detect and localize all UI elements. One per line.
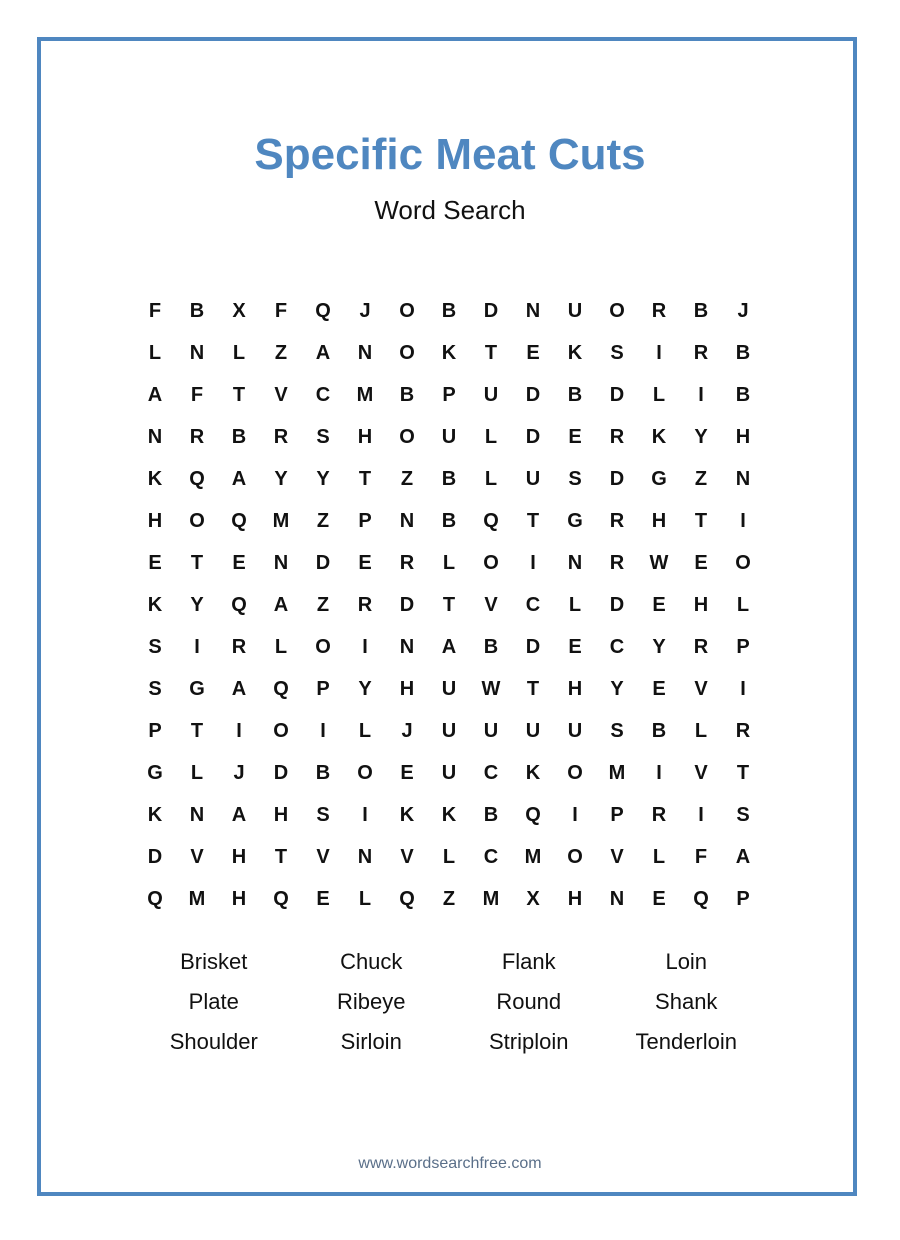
grid-letter: I [530, 551, 536, 574]
grid-letter: N [399, 509, 415, 532]
grid-letter: G [651, 467, 667, 490]
grid-letter: T [274, 845, 288, 868]
grid-letter: I [194, 635, 200, 658]
grid-letter: N [357, 341, 373, 364]
page-subtitle: Word Search [374, 195, 526, 225]
word-list-item: Brisket [180, 949, 248, 974]
grid-letter: Y [652, 635, 666, 658]
grid-letter: O [735, 551, 751, 574]
word-list-item: Striploin [489, 1029, 569, 1054]
grid-letter: Y [610, 677, 624, 700]
grid-letter: J [401, 719, 413, 742]
grid-letter: B [441, 467, 457, 490]
grid-letter: D [525, 425, 541, 448]
grid-letter: R [609, 509, 625, 532]
grid-letter: N [273, 551, 289, 574]
grid-letter: L [736, 593, 750, 616]
grid-letter: H [357, 425, 373, 448]
grid-letter: S [316, 425, 330, 448]
grid-letter: W [481, 677, 501, 700]
grid-letter: R [651, 803, 667, 826]
grid-letter: O [567, 761, 583, 784]
grid-letter: F [190, 383, 204, 406]
grid-letter: M [272, 509, 290, 532]
grid-letter: I [740, 509, 746, 532]
grid-letter: S [610, 341, 624, 364]
grid-letter: S [568, 467, 582, 490]
word-list-item: Sirloin [340, 1029, 402, 1054]
grid-letter: L [652, 383, 666, 406]
letter-grid [134, 290, 764, 920]
grid-letter: I [320, 719, 326, 742]
grid-letter: O [273, 719, 289, 742]
grid-letter: H [567, 887, 583, 910]
word-list-item: Flank [501, 949, 556, 974]
grid-letter: Z [400, 467, 414, 490]
grid-letter: P [736, 887, 750, 910]
grid-letter: K [147, 467, 163, 490]
grid-letter: K [441, 341, 457, 364]
grid-letter: E [568, 425, 582, 448]
grid-letter: N [189, 803, 205, 826]
grid-letter: Q [231, 593, 247, 616]
grid-letter: C [315, 383, 331, 406]
grid-letter: O [357, 761, 373, 784]
grid-letter: Q [693, 887, 709, 910]
grid-letter: R [609, 551, 625, 574]
grid-letter: R [273, 425, 289, 448]
grid-letter: S [148, 635, 162, 658]
grid-letter: K [147, 593, 163, 616]
grid-letter: B [231, 425, 247, 448]
grid-letter: L [484, 425, 498, 448]
grid-letter: Q [399, 887, 415, 910]
grid-letter: E [694, 551, 708, 574]
grid-letter: Q [525, 803, 541, 826]
grid-letter: Y [358, 677, 372, 700]
grid-letter: H [231, 845, 247, 868]
grid-letter: L [190, 761, 204, 784]
grid-letter: J [233, 761, 245, 784]
grid-letter: I [362, 635, 368, 658]
grid-letter: E [526, 341, 540, 364]
grid-letter: B [651, 719, 667, 742]
grid-letter: L [694, 719, 708, 742]
grid-letter: C [483, 845, 499, 868]
grid-letter: T [190, 719, 204, 742]
grid-letter: K [147, 803, 163, 826]
grid-letter: Y [316, 467, 330, 490]
grid-letter: G [567, 509, 583, 532]
grid-letter: V [190, 845, 204, 868]
grid-letter: N [399, 635, 415, 658]
grid-letter: U [483, 719, 499, 742]
grid-letter: T [526, 677, 540, 700]
grid-letter: T [694, 509, 708, 532]
grid-letter: L [652, 845, 666, 868]
grid-letter: T [358, 467, 372, 490]
grid-letter: B [483, 635, 499, 658]
grid-letter: L [484, 467, 498, 490]
grid-letter: N [357, 845, 373, 868]
grid-letter: K [441, 803, 457, 826]
grid-letter: Y [694, 425, 708, 448]
grid-letter: Q [315, 299, 331, 322]
grid-letter: D [399, 593, 415, 616]
grid-letter: D [315, 551, 331, 574]
grid-letter: P [148, 719, 162, 742]
grid-letter: R [609, 425, 625, 448]
grid-letter: A [147, 383, 163, 406]
grid-letter: D [525, 383, 541, 406]
grid-letter: L [442, 551, 456, 574]
grid-letter: S [316, 803, 330, 826]
grid-letter: J [359, 299, 371, 322]
grid-letter: O [483, 551, 499, 574]
grid-letter: K [567, 341, 583, 364]
grid-letter: U [525, 467, 541, 490]
grid-letter: F [148, 299, 162, 322]
grid-letter: H [231, 887, 247, 910]
word-list-item: Round [496, 989, 562, 1014]
grid-letter: O [399, 425, 415, 448]
grid-letter: E [232, 551, 246, 574]
grid-letter: D [609, 593, 625, 616]
grid-letter: T [484, 341, 498, 364]
grid-letter: E [652, 887, 666, 910]
grid-letter: U [525, 719, 541, 742]
grid-letter: U [441, 761, 457, 784]
grid-letter: Q [273, 677, 289, 700]
grid-letter: B [441, 509, 457, 532]
grid-letter: U [441, 677, 457, 700]
word-list-item: Chuck [340, 949, 403, 974]
grid-letter: I [740, 677, 746, 700]
grid-letter: U [483, 383, 499, 406]
grid-letter: B [567, 383, 583, 406]
grid-letter: T [442, 593, 456, 616]
grid-letter: M [608, 761, 626, 784]
grid-letter: A [441, 635, 457, 658]
grid-letter: W [649, 551, 669, 574]
grid-letter: I [236, 719, 242, 742]
grid-letter: H [567, 677, 583, 700]
grid-letter: L [232, 341, 246, 364]
grid-letter: R [357, 593, 373, 616]
grid-letter: D [483, 299, 499, 322]
grid-letter: E [652, 677, 666, 700]
grid-letter: N [735, 467, 751, 490]
grid-letter: L [358, 719, 372, 742]
grid-letter: R [693, 635, 709, 658]
grid-letter: B [735, 383, 751, 406]
grid-letter: H [147, 509, 163, 532]
grid-letter: Y [190, 593, 204, 616]
grid-letter: C [483, 761, 499, 784]
grid-letter: O [399, 341, 415, 364]
grid-letter: D [147, 845, 163, 868]
grid-letter: Q [189, 467, 205, 490]
grid-letter: B [315, 761, 331, 784]
grid-letter: B [399, 383, 415, 406]
grid-letter: Y [274, 467, 288, 490]
grid-letter: U [441, 719, 457, 742]
grid-letter: Q [273, 887, 289, 910]
grid-letter: M [524, 845, 542, 868]
grid-letter: B [189, 299, 205, 322]
grid-letter: P [610, 803, 624, 826]
grid-letter: K [399, 803, 415, 826]
grid-letter: V [610, 845, 624, 868]
grid-letter: T [736, 761, 750, 784]
grid-letter: Q [483, 509, 499, 532]
grid-letter: H [399, 677, 415, 700]
grid-letter: K [525, 761, 541, 784]
grid-letter: H [693, 593, 709, 616]
word-list [135, 942, 765, 1062]
grid-letter: D [525, 635, 541, 658]
grid-letter: R [735, 719, 751, 742]
grid-letter: V [316, 845, 330, 868]
grid-letter: P [736, 635, 750, 658]
grid-letter: S [148, 677, 162, 700]
grid-letter: U [567, 719, 583, 742]
grid-letter: Z [274, 341, 288, 364]
grid-letter: E [358, 551, 372, 574]
grid-letter: O [399, 299, 415, 322]
grid-letter: I [572, 803, 578, 826]
grid-letter: V [694, 677, 708, 700]
grid-letter: N [147, 425, 163, 448]
grid-letter: I [698, 383, 704, 406]
grid-letter: R [399, 551, 415, 574]
grid-letter: D [609, 467, 625, 490]
word-list-item: Shoulder [169, 1029, 258, 1054]
grid-letter: S [736, 803, 750, 826]
grid-letter: G [147, 761, 163, 784]
grid-letter: D [273, 761, 289, 784]
grid-letter: O [189, 509, 205, 532]
word-list-item: Plate [188, 989, 239, 1014]
grid-letter: C [609, 635, 625, 658]
grid-letter: A [735, 845, 751, 868]
grid-letter: R [693, 341, 709, 364]
grid-letter: A [231, 803, 247, 826]
grid-letter: P [358, 509, 372, 532]
grid-letter: R [189, 425, 205, 448]
grid-letter: L [148, 341, 162, 364]
grid-letter: P [316, 677, 330, 700]
grid-letter: Q [231, 509, 247, 532]
grid-letter: D [609, 383, 625, 406]
grid-letter: Z [694, 467, 708, 490]
grid-letter: I [698, 803, 704, 826]
grid-letter: G [189, 677, 205, 700]
grid-letter: V [274, 383, 288, 406]
grid-letter: T [190, 551, 204, 574]
grid-letter: A [231, 677, 247, 700]
grid-letter: B [483, 803, 499, 826]
grid-letter: B [735, 341, 751, 364]
grid-letter: E [568, 635, 582, 658]
grid-letter: N [609, 887, 625, 910]
grid-letter: B [441, 299, 457, 322]
grid-letter: R [231, 635, 247, 658]
grid-letter: X [232, 299, 246, 322]
grid-letter: Z [316, 593, 330, 616]
grid-letter: E [400, 761, 414, 784]
grid-letter: V [694, 761, 708, 784]
grid-letter: U [567, 299, 583, 322]
grid-letter: B [693, 299, 709, 322]
grid-letter: N [189, 341, 205, 364]
grid-letter: L [442, 845, 456, 868]
word-list-item: Tenderloin [635, 1029, 737, 1054]
grid-letter: C [525, 593, 541, 616]
grid-letter: L [358, 887, 372, 910]
grid-letter: M [356, 383, 374, 406]
footer-url: www.wordsearchfree.com [358, 1155, 542, 1172]
word-list-item: Loin [665, 949, 708, 974]
grid-letter: M [482, 887, 500, 910]
grid-letter: V [484, 593, 498, 616]
grid-letter: E [148, 551, 162, 574]
word-list-item: Ribeye [337, 989, 406, 1014]
grid-letter: P [442, 383, 456, 406]
grid-letter: N [567, 551, 583, 574]
grid-letter: K [651, 425, 667, 448]
grid-letter: O [609, 299, 625, 322]
grid-letter: I [656, 761, 662, 784]
grid-letter: F [694, 845, 708, 868]
grid-letter: L [568, 593, 582, 616]
grid-letter: V [400, 845, 414, 868]
grid-letter: Z [316, 509, 330, 532]
grid-letter: E [652, 593, 666, 616]
grid-letter: S [610, 719, 624, 742]
grid-letter: R [651, 299, 667, 322]
grid-letter: Z [442, 887, 456, 910]
grid-letter: J [737, 299, 749, 322]
page-title: Specific Meat Cuts [254, 130, 646, 179]
grid-letter: A [231, 467, 247, 490]
grid-letter: F [274, 299, 288, 322]
grid-letter: O [567, 845, 583, 868]
grid-letter: H [273, 803, 289, 826]
grid-letter: I [656, 341, 662, 364]
grid-letter: U [441, 425, 457, 448]
grid-letter: T [526, 509, 540, 532]
grid-letter: L [274, 635, 288, 658]
grid-letter: H [651, 509, 667, 532]
grid-letter: A [273, 593, 289, 616]
grid-letter: I [362, 803, 368, 826]
grid-letter: H [735, 425, 751, 448]
word-list-item: Shank [655, 989, 718, 1014]
grid-letter: A [315, 341, 331, 364]
grid-letter: M [188, 887, 206, 910]
grid-letter: Q [147, 887, 163, 910]
grid-letter: X [526, 887, 540, 910]
grid-letter: E [316, 887, 330, 910]
grid-letter: N [525, 299, 541, 322]
grid-letter: T [232, 383, 246, 406]
grid-letter: O [315, 635, 331, 658]
